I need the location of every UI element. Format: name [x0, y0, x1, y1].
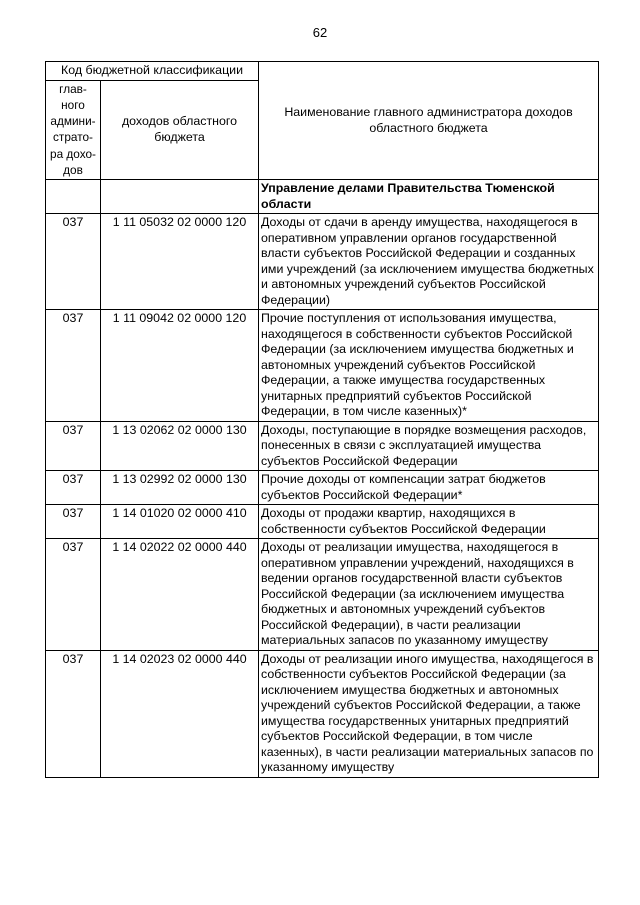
income-name-cell: Доходы, поступающие в порядке возмещения расходов, понесенных в связи с эксплуатацией имущества субъектов Российской Федерации — [259, 421, 599, 471]
header-main-administrator — [46, 80, 101, 180]
budget-classification-table — [45, 61, 599, 778]
section-title: Управление делами Правительства Тюменской области — [259, 180, 599, 214]
income-code-cell: 1 13 02992 02 0000 130 — [101, 471, 259, 505]
admin-code-cell: 037 — [46, 214, 101, 310]
header-admin-line: ра дохо- — [50, 146, 96, 161]
income-code-cell: 1 11 05032 02 0000 120 — [101, 214, 259, 310]
table-row — [46, 421, 599, 471]
income-code-cell: 1 11 09042 02 0000 120 — [101, 310, 259, 422]
admin-code-cell: 037 — [46, 421, 101, 471]
income-name-cell: Прочие доходы от компенсации затрат бюджетов субъектов Российской Федерации* — [259, 471, 599, 505]
income-name-cell: Доходы от реализации иного имущества, находящегося в собственности субъектов Российской Федерации (за исключением имущества бюджетных и автономных учреждений субъектов Российской Федерации, а также имущества государственных унитарных предприятий субъектов Российской Федерации, в том числе казенных), в части реализации материальных запасов по указанному имуществу — [259, 650, 599, 777]
table-row — [46, 310, 599, 422]
income-code-cell: 1 13 02062 02 0000 130 — [101, 421, 259, 471]
admin-code-cell: 037 — [46, 539, 101, 651]
table-row — [46, 214, 599, 310]
table-row — [46, 471, 599, 505]
header-admin-line: ного — [61, 97, 85, 112]
income-code-cell: 1 14 02022 02 0000 440 — [101, 539, 259, 651]
income-code-cell: 1 14 02023 02 0000 440 — [101, 650, 259, 777]
table-row — [46, 505, 599, 539]
header-budget-classification-code: Код бюджетной классификации — [46, 62, 259, 81]
admin-code-cell: 037 — [46, 310, 101, 422]
header-administrator-name: Наименование главного администратора доходов областного бюджета — [259, 62, 599, 180]
section-admin-cell — [46, 180, 101, 214]
income-name-cell: Доходы от продажи квартир, находящихся в собственности субъектов Российской Федерации — [259, 505, 599, 539]
section-row — [46, 180, 599, 214]
table-row — [46, 650, 599, 777]
admin-code-cell: 037 — [46, 471, 101, 505]
admin-code-cell: 037 — [46, 650, 101, 777]
header-admin-line: глав- — [59, 81, 87, 96]
income-name-cell: Доходы от реализации имущества, находящегося в оперативном управлении учреждений, находящихся в ведении органов государственной власти субъектов Российской Федерации (за исключением имущества бюджетных и автономных учреждений субъектов Российской Федерации), в части реализации материальных запасов по указанному имуществу — [259, 539, 599, 651]
table-row — [46, 539, 599, 651]
header-regional-budget-income: доходов областного бюджета — [101, 80, 259, 180]
admin-code-cell: 037 — [46, 505, 101, 539]
income-name-cell: Доходы от сдачи в аренду имущества, находящегося в оперативном управлении органов государственной власти субъектов Российской Федерации и созданных ими учреждений (за исключением имущества бюджетных и автономных учреждений субъектов Российской Федерации) — [259, 214, 599, 310]
section-code-cell — [101, 180, 259, 214]
income-name-cell: Прочие поступления от использования имущества, находящегося в собственности субъектов Российской Федерации (за исключением имущества бюджетных и автономных учреждений субъектов Российской Федерации, а также имущества государственных унитарных предприятий субъектов Российской Федерации, в том числе казенных)* — [259, 310, 599, 422]
header-admin-line: админи- — [50, 114, 96, 129]
header-admin-line: страто- — [53, 130, 93, 145]
income-code-cell: 1 14 01020 02 0000 410 — [101, 505, 259, 539]
header-admin-line: дов — [63, 162, 83, 177]
page-number: 62 — [312, 25, 328, 40]
header-row-group — [46, 62, 599, 81]
